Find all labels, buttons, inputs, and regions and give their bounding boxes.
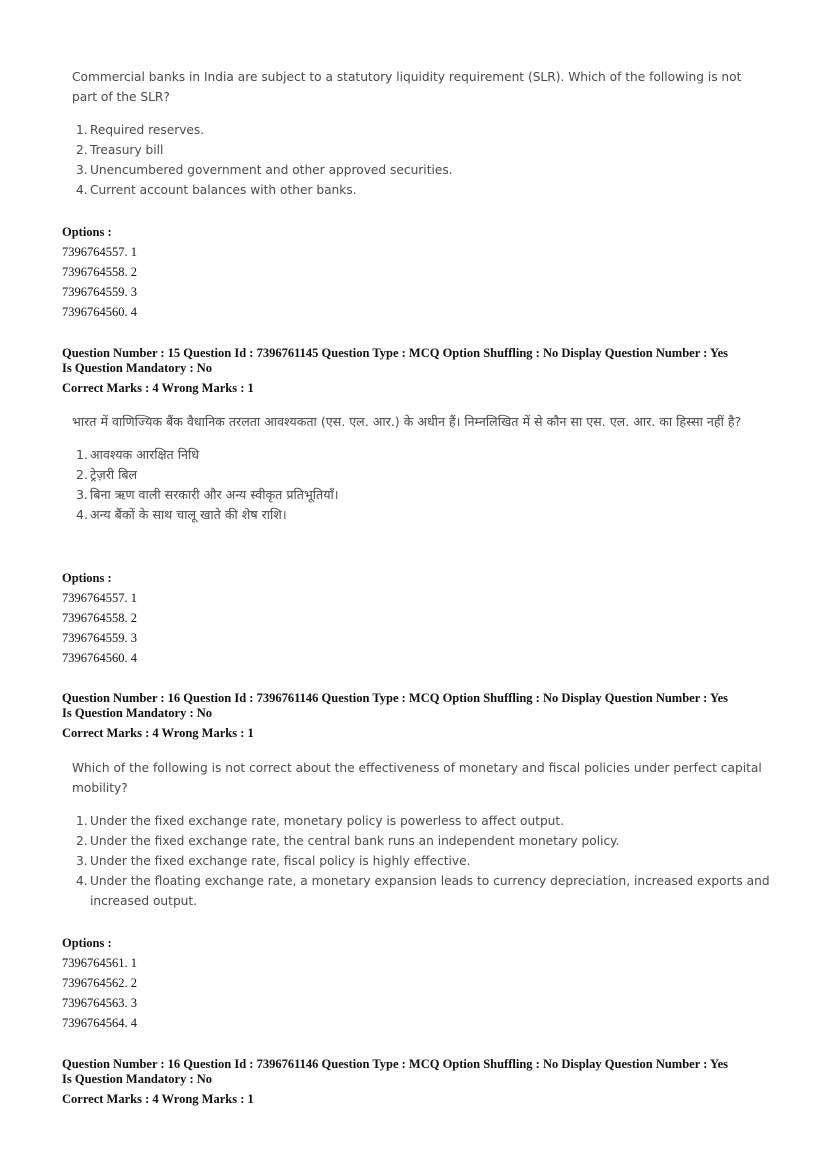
q16-meta	[62, 691, 774, 742]
question-info-line: Question Number : 16 Question Id : 7396761146 Question Type : MCQ Option Shuffling : No Display Question Number : Yes	[62, 691, 729, 705]
options-label: Options :	[62, 571, 112, 585]
option-row: 7396764560. 4	[62, 651, 137, 665]
option-row: 7396764558. 2	[62, 611, 137, 625]
options-label: Options :	[62, 936, 112, 950]
q14-item-list	[72, 120, 772, 200]
q16b-meta	[62, 1057, 774, 1108]
q15-options	[62, 568, 137, 668]
mandatory-line: Is Question Mandatory : No	[62, 361, 213, 375]
marks-line: Correct Marks : 4 Wrong Marks : 1	[62, 1092, 254, 1106]
option-row: 7396764559. 3	[62, 631, 137, 645]
q14-item: 4. Current account balances with other banks.	[76, 183, 357, 197]
q14-item: 1. Required reserves.	[76, 123, 205, 137]
q14-question-image	[72, 67, 772, 200]
option-row: 7396764559. 3	[62, 285, 137, 299]
q15-item: 2. ट्रेज़री बिल	[76, 467, 138, 482]
mandatory-line: Is Question Mandatory : No	[62, 1072, 213, 1086]
question-info-line: Question Number : 16 Question Id : 7396761146 Question Type : MCQ Option Shuffling : No Display Question Number : Yes	[62, 1057, 729, 1071]
q16-stem: Which of the following is not correct about the effectiveness of monetary and fiscal policies under perfect capital mobility?	[72, 761, 762, 795]
q14-stem: Commercial banks in India are subject to a statutory liquidity requirement (SLR). Which of the following is not part of the SLR?	[72, 70, 742, 104]
q15-item: 1. आवश्यक आरक्षित निधि	[76, 447, 199, 462]
question-info-line: Question Number : 15 Question Id : 7396761145 Question Type : MCQ Option Shuffling : No Display Question Number : Yes	[62, 346, 729, 360]
option-row: 7396764561. 1	[62, 956, 137, 970]
marks-line: Correct Marks : 4 Wrong Marks : 1	[62, 726, 254, 740]
q14-options	[62, 222, 137, 322]
mandatory-line: Is Question Mandatory : No	[62, 706, 213, 720]
q14-item: 2. Treasury bill	[76, 143, 164, 157]
q16-item-list	[72, 811, 772, 911]
option-row: 7396764564. 4	[62, 1016, 137, 1030]
q15-question-image	[72, 412, 772, 525]
q16-question-image	[72, 758, 772, 911]
q16-item: 4. Under the floating exchange rate, a monetary expansion leads to currency depreciation, increased exports and increased output.	[76, 874, 770, 908]
option-row: 7396764557. 1	[62, 591, 137, 605]
q15-item: 4. अन्य बैंकों के साथ चालू खाते की शेष राशि।	[76, 507, 287, 522]
marks-line: Correct Marks : 4 Wrong Marks : 1	[62, 381, 254, 395]
q16-item: 1. Under the fixed exchange rate, monetary policy is powerless to affect output.	[76, 814, 565, 828]
options-label: Options :	[62, 225, 112, 239]
q14-item: 3. Unencumbered government and other approved securities.	[76, 163, 453, 177]
option-row: 7396764557. 1	[62, 245, 137, 259]
option-row: 7396764558. 2	[62, 265, 137, 279]
option-row: 7396764562. 2	[62, 976, 137, 990]
q15-item: 3. बिना ऋण वाली सरकारी और अन्य स्वीकृत प्रतिभूतियाँ।	[76, 487, 339, 502]
q16-item: 3. Under the fixed exchange rate, fiscal policy is highly effective.	[76, 854, 471, 868]
q16-item: 2. Under the fixed exchange rate, the central bank runs an independent monetary policy.	[76, 834, 620, 848]
option-row: 7396764563. 3	[62, 996, 137, 1010]
q15-meta	[62, 346, 774, 397]
q15-item-list	[72, 445, 772, 525]
q15-stem: भारत में वाणिज्यिक बैंक वैधानिक तरलता आवश्यकता (एस. एल. आर.) के अधीन हैं। निम्नलिखित में से कौन सा एस. एल. आर. का हिस्सा नहीं है?	[72, 414, 742, 429]
q16-options	[62, 933, 137, 1033]
option-row: 7396764560. 4	[62, 305, 137, 319]
